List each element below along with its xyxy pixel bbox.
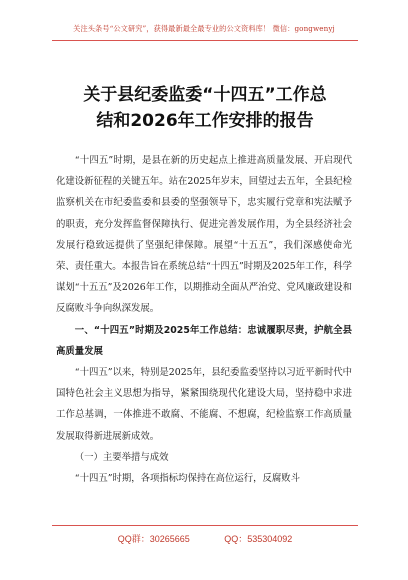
header-divider xyxy=(52,40,358,41)
document-title xyxy=(60,82,350,134)
title-line-2: 结和2026年工作安排的报告 xyxy=(96,111,314,131)
subsection-1-heading: （一）主要举措与成效 xyxy=(74,451,169,463)
footer-qq: QQ：535304092 xyxy=(224,534,293,544)
section-1-heading: 一、“十四五”时期及2025年工作总结：忠诚履职尽责，护航全县高质量发展 xyxy=(56,324,352,357)
subsection-1-paragraph: “十四五”时期，各项指标均保持在高位运行，反腐败斗 xyxy=(74,473,301,485)
document-body xyxy=(56,150,352,489)
title-line-1: 关于县纪委监委“十四五”工作总 xyxy=(83,85,327,105)
footer-qq-group: QQ群：30265665 xyxy=(117,534,190,544)
header-banner: 关注头条号“公文研究”，获得最新最全最专业的公文资料库！ 微信：gongwenyj xyxy=(73,24,335,33)
footer-divider xyxy=(52,525,358,526)
section-1-paragraph: “十四五”以来，特别是2025年，县纪委监委坚持以习近平新时代中国特色社会主义思想为指导，紧紧围绕现代化建设大局，坚持稳中求进工作总基调，一体推进不敢腐、不能腐、不想腐，纪检监察工作高质量发展取得新进展新成效。 xyxy=(56,367,352,442)
intro-paragraph: “十四五”时期，是县在新的历史起点上推进高质量发展、开启现代化建设新征程的关键五年。站在2025年岁末，回望过去五年，全县纪检监察机关在市纪委监委和县委的坚强领导下，忠实履行党章和宪法赋予的职责，充分发挥监督保障执行、促进完善发展作用，为全县经济社会发展行稳致远提供了坚强纪律保障。展望“十五五”，我们深感使命光荣、责任重大。本报告旨在系统总结“十四五”时期及2025年工作，科学谋划“十五五”及2026年工作，以期推动全面从严治党、党风廉政建设和反腐败斗争向纵深发展。 xyxy=(56,155,352,315)
footer xyxy=(52,532,358,545)
